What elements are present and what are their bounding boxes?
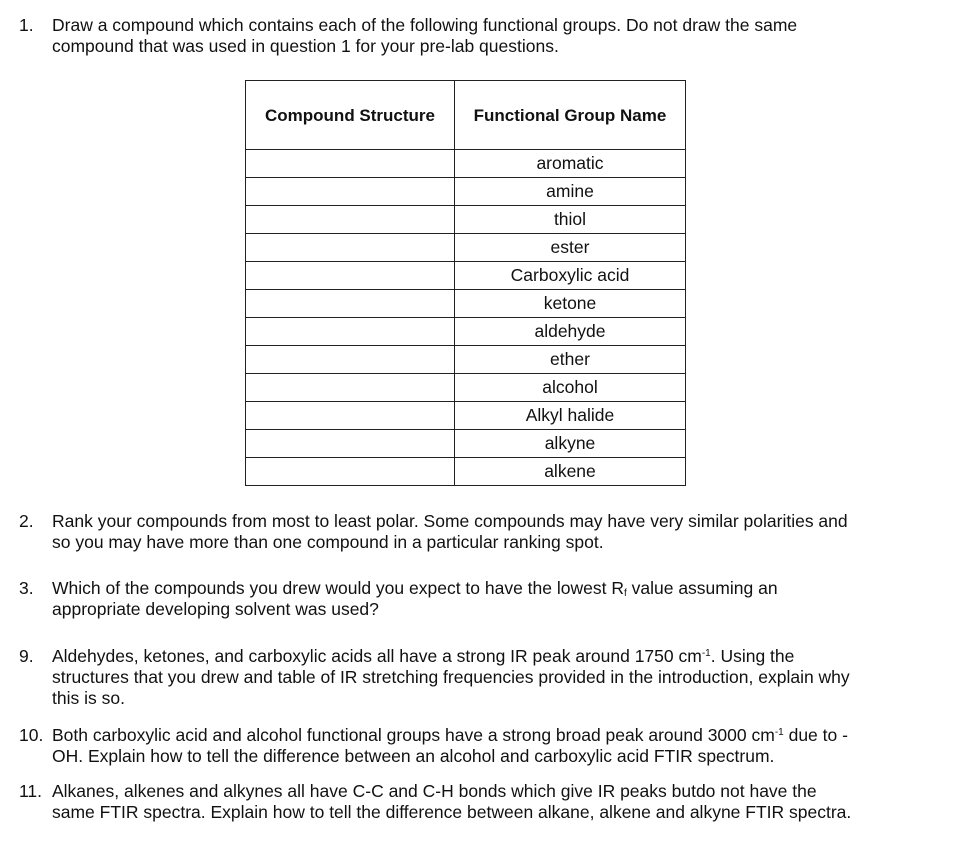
group-name-cell: alkene	[455, 458, 686, 486]
question-10-line-1-end: due to -	[783, 725, 848, 745]
question-9-line-3: this is so.	[52, 688, 125, 708]
question-3-number: 3.	[19, 578, 34, 598]
question-10-number: 10.	[19, 725, 44, 745]
group-name-cell: amine	[455, 178, 686, 206]
question-3-line-1	[52, 578, 919, 599]
table-row	[246, 206, 686, 234]
group-name-cell: ketone	[455, 290, 686, 318]
question-3	[19, 578, 919, 620]
structure-cell-alkyne[interactable]	[246, 430, 455, 458]
question-10-line-1-start: Both carboxylic acid and alcohol functional groups have a strong broad peak around 3000 cm	[52, 725, 775, 745]
header-functional-group-name: Functional Group Name	[455, 81, 686, 150]
table-row	[246, 178, 686, 206]
question-9-number: 9.	[19, 646, 34, 666]
group-name-cell: alkyne	[455, 430, 686, 458]
table-row	[246, 374, 686, 402]
question-2-text	[52, 511, 919, 553]
structure-cell-alkene[interactable]	[246, 458, 455, 486]
table-row	[246, 234, 686, 262]
wavenumber-superscript: -1	[774, 727, 784, 738]
group-name-cell: Alkyl halide	[455, 402, 686, 430]
table-row	[246, 150, 686, 178]
group-name-cell: thiol	[455, 206, 686, 234]
question-3-text	[52, 578, 919, 620]
group-name-cell: aldehyde	[455, 318, 686, 346]
question-1-number: 1.	[19, 15, 34, 35]
question-2-line-2: so you may have more than one compound in a particular ranking spot.	[52, 532, 604, 552]
structure-cell-alcohol[interactable]	[246, 374, 455, 402]
table-row	[246, 262, 686, 290]
question-3-line-1-start: Which of the compounds you drew would you expect to have the lowest R	[52, 578, 624, 598]
question-1-text	[52, 15, 919, 57]
question-3-line-1-end: value assuming an	[626, 578, 778, 598]
group-name-cell: Carboxylic acid	[455, 262, 686, 290]
question-10-line-2: OH. Explain how to tell the difference between an alcohol and carboxylic acid FTIR spectrum.	[52, 746, 775, 766]
question-9-line-1-start: Aldehydes, ketones, and carboxylic acids all have a strong IR peak around 1750 cm	[52, 646, 702, 666]
question-11-line-2: same FTIR spectra. Explain how to tell the difference between alkane, alkene and alkyne FTIR spectra.	[52, 802, 852, 822]
question-11-line-1: Alkanes, alkenes and alkynes all have C-C and C-H bonds which give IR peaks butdo not have the	[52, 781, 817, 801]
question-9-line-1-end: . Using the	[710, 646, 795, 666]
structure-cell-carboxylic-acid[interactable]	[246, 262, 455, 290]
question-1-line-2: compound that was used in question 1 for your pre-lab questions.	[52, 36, 559, 56]
question-9-line-1	[52, 646, 919, 667]
structure-cell-ketone[interactable]	[246, 290, 455, 318]
question-11-number: 11.	[19, 781, 43, 801]
table-row	[246, 290, 686, 318]
structure-cell-amine[interactable]	[246, 178, 455, 206]
structure-cell-alkyl-halide[interactable]	[246, 402, 455, 430]
question-2-line-1: Rank your compounds from most to least polar. Some compounds may have very similar polarities and	[52, 511, 848, 531]
question-3-line-2: appropriate developing solvent was used?	[52, 599, 379, 619]
group-name-cell: aromatic	[455, 150, 686, 178]
group-name-cell: ether	[455, 346, 686, 374]
structure-cell-ether[interactable]	[246, 346, 455, 374]
question-1	[19, 15, 919, 57]
question-1-line-1: Draw a compound which contains each of the following functional groups. Do not draw the same	[52, 15, 798, 35]
table-row	[246, 430, 686, 458]
header-compound-structure: Compound Structure	[246, 81, 455, 150]
rf-subscript: f	[623, 588, 627, 599]
functional-group-table	[245, 80, 686, 486]
question-2	[19, 511, 919, 553]
question-2-number: 2.	[19, 511, 34, 531]
group-name-cell: ester	[455, 234, 686, 262]
question-11-text	[52, 781, 919, 823]
structure-cell-ester[interactable]	[246, 234, 455, 262]
question-9	[19, 646, 919, 709]
structure-cell-aromatic[interactable]	[246, 150, 455, 178]
question-9-line-2: structures that you drew and table of IR stretching frequencies provided in the introduction, explain why	[52, 667, 850, 687]
group-name-cell: alcohol	[455, 374, 686, 402]
question-10-text	[52, 725, 919, 767]
question-11	[19, 781, 919, 823]
structure-cell-aldehyde[interactable]	[246, 318, 455, 346]
question-10	[19, 725, 919, 767]
table-row	[246, 458, 686, 486]
table-row	[246, 402, 686, 430]
structure-cell-thiol[interactable]	[246, 206, 455, 234]
table-header-row	[246, 81, 686, 150]
question-10-line-1	[52, 725, 919, 746]
table-row	[246, 318, 686, 346]
table-row	[246, 346, 686, 374]
wavenumber-superscript: -1	[701, 648, 711, 659]
question-9-text	[52, 646, 919, 709]
